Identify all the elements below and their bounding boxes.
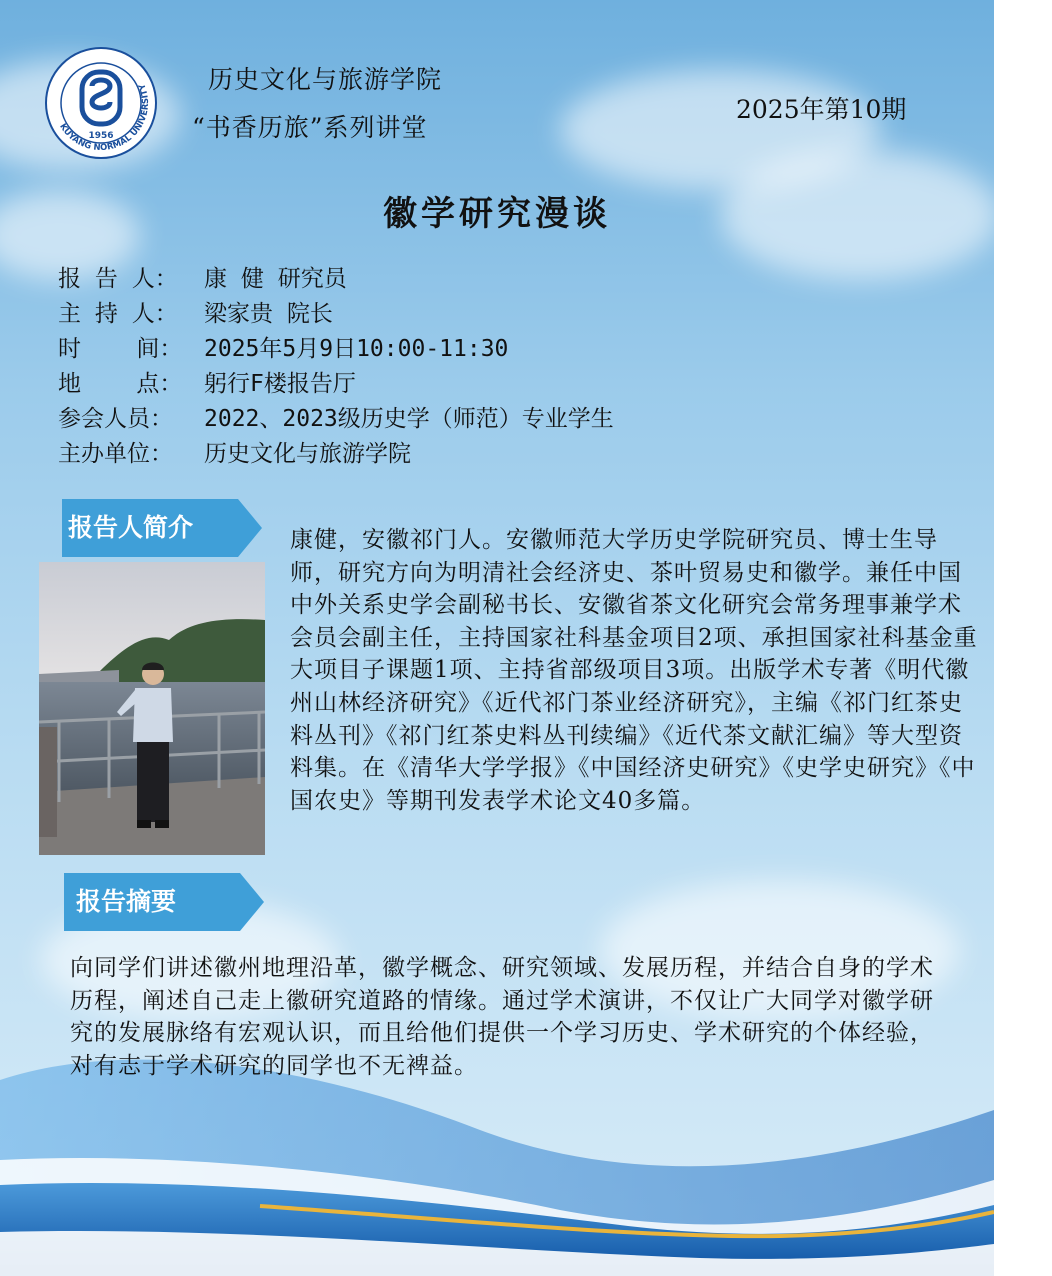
info-value: 历史文化与旅游学院 (204, 441, 411, 467)
abstract-text: 向同学们讲述徽州地理沿革，徽学概念、研究领域、发展历程，并结合自身的学术历程，阐述自己走上徽研究道路的情缘。通过学术演讲，不仅让广大同学对徽学研究的发展脉络有宏观认识，而且给他们提供一个学习历史、学术研究的个体经验，对有志于学术研究的同学也不无裨益。 (70, 955, 934, 1079)
speaker-bio-heading (62, 499, 262, 557)
info-value: 躬行F楼报告厅 (204, 371, 356, 397)
speaker-bio-heading-label: 报告人简介 (68, 513, 194, 542)
svg-text:1956: 1956 (88, 131, 114, 141)
speaker-photo (39, 562, 265, 855)
info-label: 时 间： (58, 336, 183, 362)
issue-number: 2025年第10期 (736, 95, 907, 124)
info-row-speaker (58, 262, 614, 297)
info-label: 参会人员： (58, 406, 173, 432)
info-row-organizer (58, 437, 614, 472)
university-logo (44, 46, 158, 160)
info-label: 地 点： (58, 371, 183, 397)
info-row-location (58, 367, 614, 402)
info-row-attendees (58, 402, 614, 437)
info-label: 报 告 人： (58, 266, 178, 292)
speaker-bio-text: 康健，安徽祁门人。安徽师范大学历史学院研究员、博士生导师，研究方向为明清社会经济史、茶叶贸易史和徽学。兼任中国中外关系史学会副秘书长、安徽省茶文化研究会常务理事兼学术会员会副主任，主持国家社科基金项目2项、承担国家社科基金重大项目子课题1项、主持省部级项目3项。出版学术专著《明代徽州山林经济研究》《近代祁门茶业经济研究》，主编《祁门红茶史料丛刊》《祁门红茶史料丛刊续编》《近代茶文献汇编》等大型资料集。在《清华大学学报》《中国经济史研究》《史学史研究》《中国农史》等期刊发表学术论文40多篇。 (290, 527, 978, 814)
page-margin (994, 0, 1052, 1276)
info-row-host (58, 297, 614, 332)
abstract-heading (64, 873, 264, 931)
lecture-series-name: “书香历旅”系列讲堂 (192, 113, 428, 142)
info-value: 2025年5月9日10:00-11:30 (204, 336, 509, 362)
info-value: 康 健 研究员 (204, 266, 347, 292)
abstract-heading-label: 报告摘要 (76, 887, 177, 916)
event-info (58, 262, 614, 472)
svg-text:KUYANG NORMAL UNIVERSITY: KUYANG NORMAL UNIVERSITY (57, 82, 152, 154)
info-value: 梁家贵 院长 (204, 301, 333, 327)
lecture-title: 徽学研究漫谈 (383, 194, 611, 234)
info-label: 主 持 人： (58, 301, 178, 327)
info-row-time (58, 332, 614, 367)
info-value: 2022、2023级历史学（师范）专业学生 (204, 406, 614, 432)
info-label: 主办单位： (58, 441, 173, 467)
college-name: 历史文化与旅游学院 (208, 65, 443, 94)
